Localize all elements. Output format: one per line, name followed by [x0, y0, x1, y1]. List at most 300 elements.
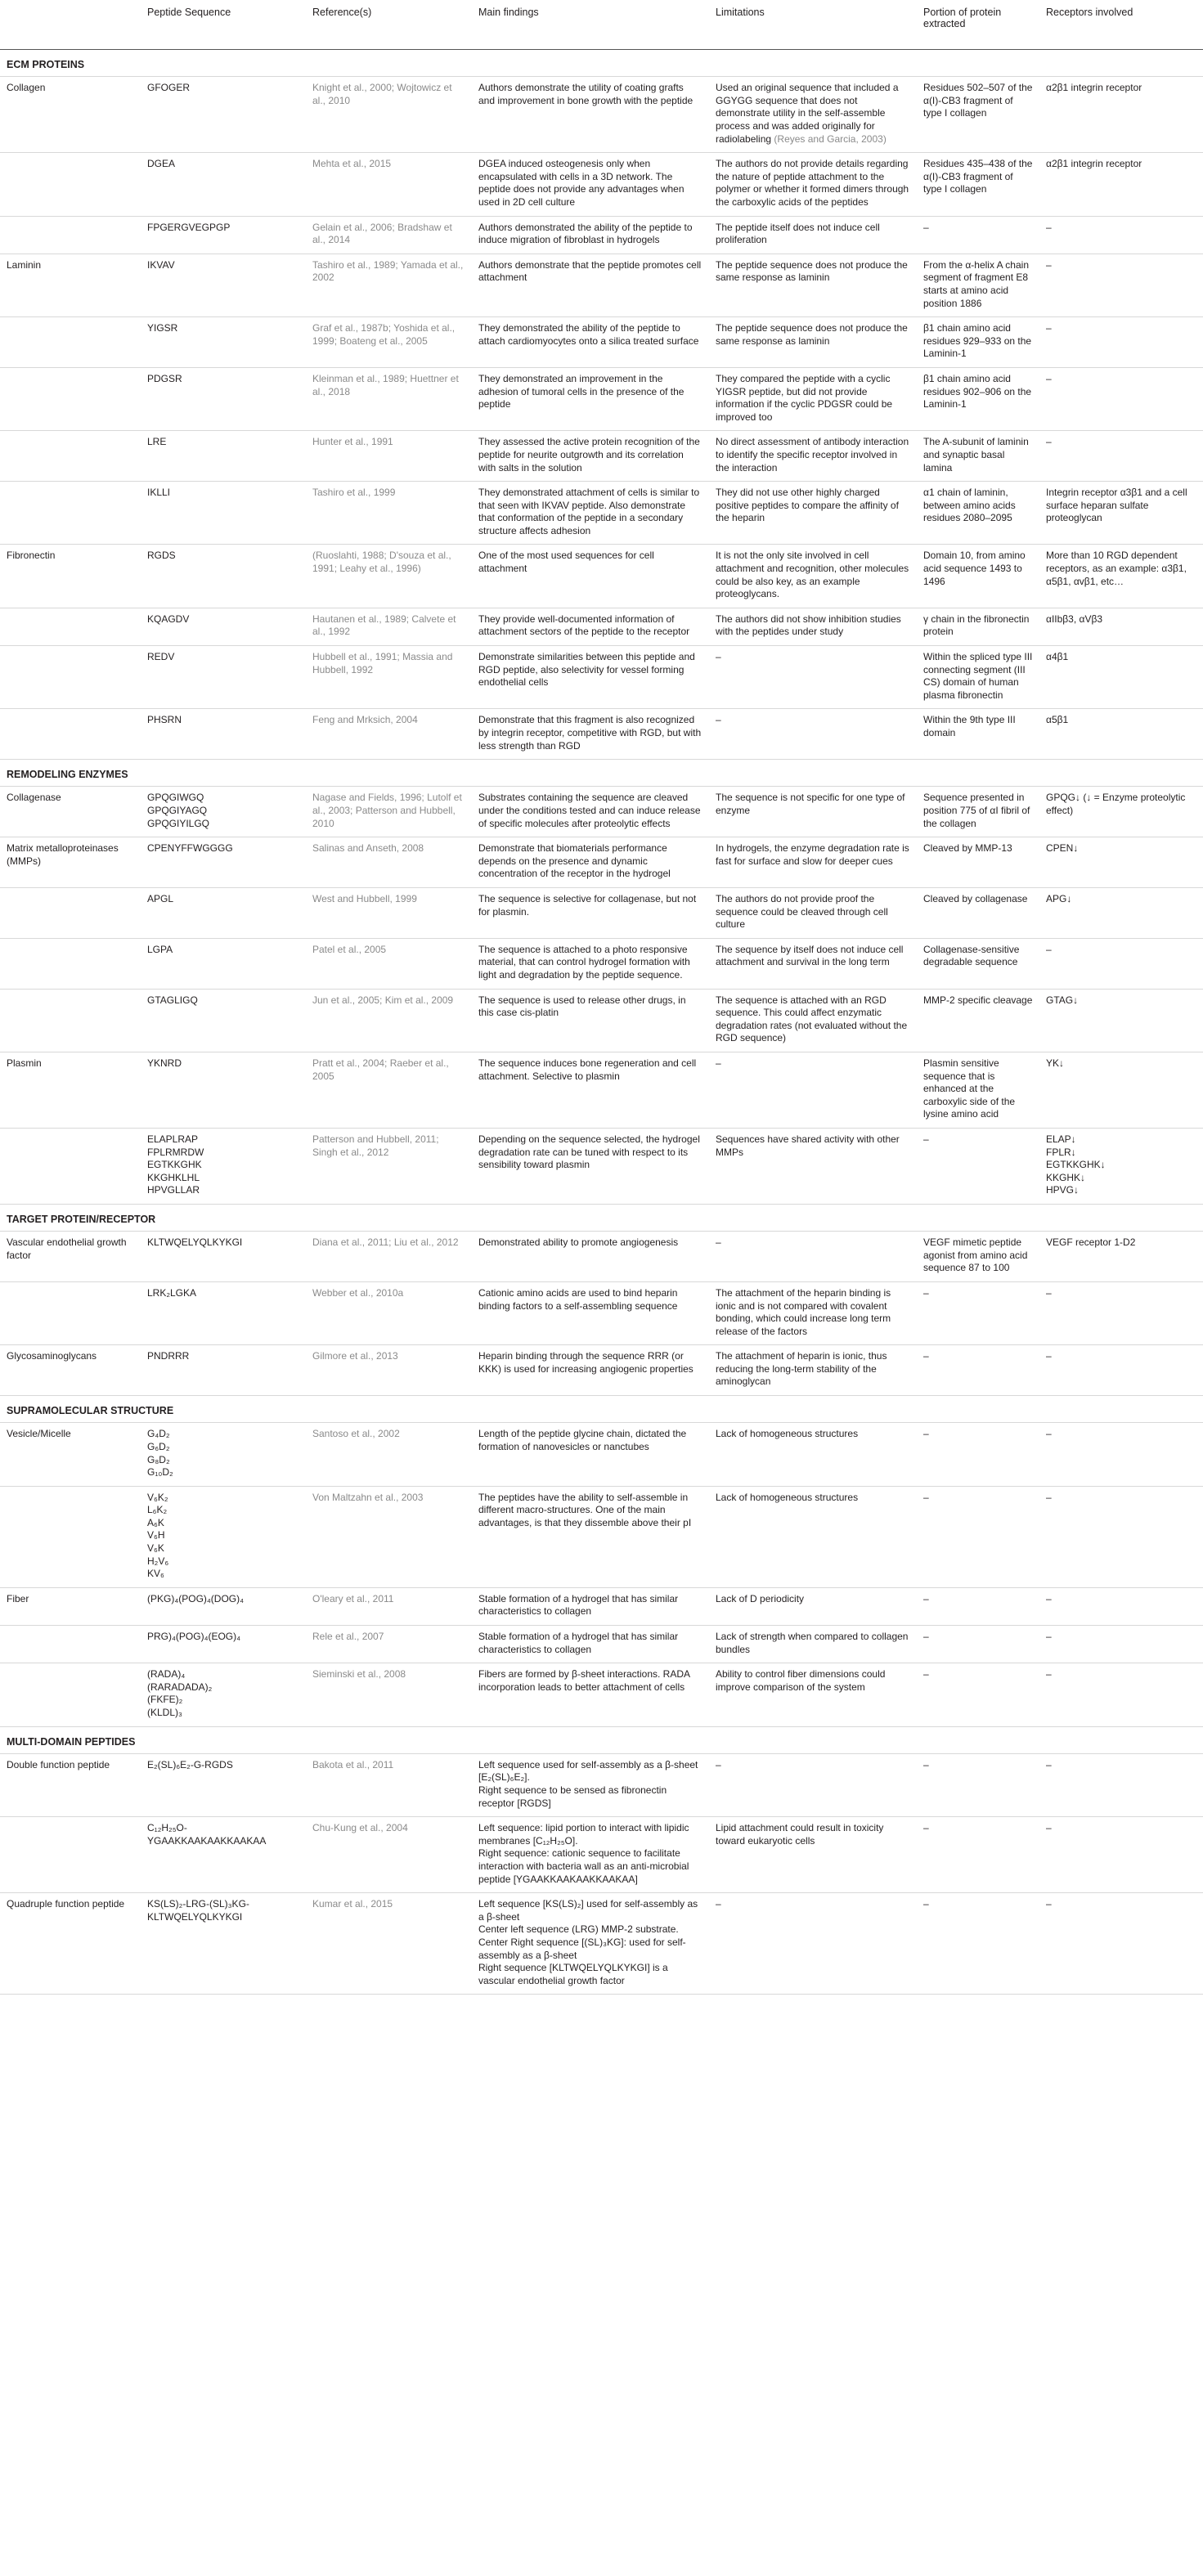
sequence-line: GPQGIYAGQ — [147, 805, 208, 817]
header-main-findings: Main findings — [472, 0, 709, 50]
sequence-line: KV₆ — [147, 1568, 164, 1580]
cell-reference: (Ruoslahti, 1988; D'souza et al., 1991; Leahy et al., 1996) — [306, 545, 472, 608]
limitations-text: Lack of strength when compared to collagen bundles — [716, 1631, 909, 1655]
cell-peptide-sequence — [141, 1753, 306, 1816]
cell-main-findings: Stable formation of a hydrogel that has similar characteristics to collagen — [472, 1626, 709, 1663]
table-row — [0, 1587, 1203, 1625]
cell-main-findings: Stable formation of a hydrogel that has similar characteristics to collagen — [472, 1587, 709, 1625]
limitations-text: Lack of D periodicity — [716, 1592, 805, 1604]
cell-category — [0, 1626, 141, 1663]
cell-reference: Gilmore et al., 2013 — [306, 1345, 472, 1396]
cell-limitations — [709, 646, 917, 709]
cell-limitations — [709, 1893, 917, 1995]
cell-limitations — [709, 216, 917, 254]
cell-limitations — [709, 1232, 917, 1282]
sequence-line: GTAGLIGQ — [147, 994, 198, 1006]
sequence-line: G₆D₂ — [147, 1440, 170, 1452]
limitations-text: The authors do not provide details regarding the nature of peptide attachment to the polymer or whether it formed dimers through the carboxylic acids of the peptides — [716, 158, 909, 208]
limitations-text: The sequence is attached with an RGD sequence. This could affect enzymatic degradation rates (not evaluated without the RGD sequence) — [716, 994, 908, 1044]
limitations-text: – — [716, 714, 721, 726]
cell-receptors: – — [1039, 1817, 1203, 1893]
limitations-text: They did not use other highly charged positive peptides to compare the affinity of the heparin — [716, 487, 899, 524]
cell-reference: Patterson and Hubbell, 2011; Singh et al., 2012 — [306, 1128, 472, 1204]
sequence-line: PRG)₄(POG)₄(EOG)₄ — [147, 1631, 241, 1643]
sequence-line: LGPA — [147, 943, 173, 955]
cell-main-findings: Cationic amino acids are used to bind heparin binding factors to a self-assembling sequence — [472, 1281, 709, 1344]
cell-peptide-sequence — [141, 888, 306, 939]
section-title: TARGET PROTEIN/RECEPTOR — [0, 1204, 1203, 1231]
cell-receptors: α2β1 integrin receptor — [1039, 153, 1203, 216]
sequence-line: V₆H — [147, 1529, 165, 1542]
cell-main-findings: Substrates containing the sequence are cleaved under the conditions tested and can induce release of specific molecules after proteolytic effects — [472, 787, 709, 837]
cell-receptors: – — [1039, 254, 1203, 316]
cell-receptors: APG↓ — [1039, 888, 1203, 939]
cell-limitations — [709, 254, 917, 316]
cell-main-findings: DGEA induced osteogenesis only when encapsulated with cells in a 3D network. The peptide does not provide any advantages when used in 2D cell culture — [472, 153, 709, 216]
cell-receptors: αIIbβ3, αVβ3 — [1039, 608, 1203, 645]
cell-main-findings: The peptides have the ability to self-assemble in different macro-structures. One of the main advantages, is that they dissemble above their pI — [472, 1486, 709, 1587]
sequence-line: YKNRD — [147, 1057, 182, 1069]
cell-reference: Tashiro et al., 1989; Yamada et al., 2002 — [306, 254, 472, 316]
section-header-row — [0, 760, 1203, 787]
limitations-text: The peptide sequence does not produce the same response as laminin — [716, 258, 908, 284]
cell-peptide-sequence — [141, 431, 306, 482]
cell-main-findings: Demonstrate similarities between this peptide and RGD peptide, also selectivity for vessel forming endothelial cells — [472, 646, 709, 709]
cell-receptors: – — [1039, 1345, 1203, 1396]
cell-limitations — [709, 709, 917, 760]
sequence-line: PHSRN — [147, 714, 182, 726]
sequence-line: (RADA)₄ — [147, 1668, 186, 1681]
table-row — [0, 77, 1203, 153]
cell-peptide-sequence — [141, 482, 306, 545]
cell-reference: Mehta et al., 2015 — [306, 153, 472, 216]
cell-receptors: – — [1039, 1893, 1203, 1995]
cell-limitations — [709, 1128, 917, 1204]
sequence-line: GPQGIYILGQ — [147, 817, 210, 829]
table-row — [0, 216, 1203, 254]
cell-limitations — [709, 938, 917, 989]
cell-main-findings: Authors demonstrated the ability of the peptide to induce migration of fibroblast in hydrogels — [472, 216, 709, 254]
cell-category — [0, 1817, 141, 1893]
cell-peptide-sequence — [141, 709, 306, 760]
sequence-line: H₂V₆ — [147, 1555, 169, 1567]
cell-category — [0, 608, 141, 645]
cell-reference: Von Maltzahn et al., 2003 — [306, 1486, 472, 1587]
cell-reference: Knight et al., 2000; Wojtowicz et al., 2010 — [306, 77, 472, 153]
cell-portion-extracted: Collagenase-sensitive degradable sequence — [917, 938, 1039, 989]
table-row — [0, 1486, 1203, 1587]
header-receptors: Receptors involved — [1039, 0, 1203, 50]
cell-reference: Webber et al., 2010a — [306, 1281, 472, 1344]
section-header-row — [0, 50, 1203, 77]
cell-limitations — [709, 1753, 917, 1816]
cell-limitations — [709, 1486, 917, 1587]
table-body — [0, 50, 1203, 1995]
cell-main-findings: They provide well-documented information of attachment sectors of the peptide to the receptor — [472, 608, 709, 645]
cell-receptors: α2β1 integrin receptor — [1039, 77, 1203, 153]
limitations-text: The peptide itself does not induce cell proliferation — [716, 221, 880, 246]
cell-receptors: – — [1039, 1626, 1203, 1663]
cell-reference: Tashiro et al., 1999 — [306, 482, 472, 545]
limitations-text: Sequences have shared activity with other MMPs — [716, 1133, 900, 1158]
cell-portion-extracted: VEGF mimetic peptide agonist from amino acid sequence 87 to 100 — [917, 1232, 1039, 1282]
sequence-line: (PKG)₄(POG)₄(DOG)₄ — [147, 1592, 245, 1604]
cell-main-findings: Left sequence used for self-assembly as a β-sheet [E₂(SL)₆E₂]. Right sequence to be sensed as fibronectin receptor [RGDS] — [472, 1753, 709, 1816]
cell-main-findings: They demonstrated attachment of cells is similar to that seen with IKVAV peptide. Also demonstrate that conformation of the peptide in a secondary structure affects adhesion — [472, 482, 709, 545]
limitations-text: Lack of homogeneous structures — [716, 1491, 859, 1503]
cell-portion-extracted: – — [917, 216, 1039, 254]
table-row — [0, 1626, 1203, 1663]
cell-category: Matrix metalloproteinases (MMPs) — [0, 837, 141, 888]
cell-limitations — [709, 1052, 917, 1128]
sequence-line: G₈D₂ — [147, 1453, 170, 1465]
table-row — [0, 1663, 1203, 1726]
cell-limitations — [709, 153, 917, 216]
cell-main-findings: Depending on the sequence selected, the hydrogel degradation rate can be tuned with respect to its sensibility toward plasmin — [472, 1128, 709, 1204]
sequence-line: KKGHKLHL — [147, 1171, 200, 1183]
sequence-line: E₂(SL)₆E₂-G-RGDS — [147, 1758, 233, 1770]
cell-main-findings: Demonstrate that this fragment is also recognized by integrin receptor, competitive with RGD, but with less strength than RGD — [472, 709, 709, 760]
cell-main-findings: They demonstrated an improvement in the adhesion of tumoral cells in the presence of the peptide — [472, 367, 709, 430]
cell-limitations — [709, 1626, 917, 1663]
cell-peptide-sequence — [141, 77, 306, 153]
cell-main-findings: Fibers are formed by β-sheet interactions. RADA incorporation leads to better attachment of cells — [472, 1663, 709, 1726]
table-row — [0, 317, 1203, 368]
cell-receptors: CPEN↓ — [1039, 837, 1203, 888]
table-row — [0, 1817, 1203, 1893]
cell-receptors: YK↓ — [1039, 1052, 1203, 1128]
sequence-line: GPQGIWGQ — [147, 792, 204, 804]
cell-category — [0, 888, 141, 939]
cell-category — [0, 1486, 141, 1587]
cell-category — [0, 153, 141, 216]
cell-main-findings: Left sequence [KS(LS)₂] used for self-assembly as a β-sheet Center left sequence (LRG) MMP-2 substrate. Center Right sequence [(SL)₃KG]: used for self-assembly as a β-sheet Right sequence [KLTWQELYQLKYKGI] is a vascular endothelial growth factor — [472, 1893, 709, 1995]
cell-peptide-sequence — [141, 646, 306, 709]
cell-limitations — [709, 888, 917, 939]
cell-receptors: – — [1039, 367, 1203, 430]
limitations-text: – — [716, 651, 721, 663]
cell-receptors: Integrin receptor α3β1 and a cell surface heparan sulfate proteoglycan — [1039, 482, 1203, 545]
sequence-line: (FKFE)₂ — [147, 1694, 183, 1706]
table-row — [0, 1423, 1203, 1486]
cell-peptide-sequence — [141, 545, 306, 608]
cell-reference: Graf et al., 1987b; Yoshida et al., 1999; Boateng et al., 2005 — [306, 317, 472, 368]
cell-category — [0, 646, 141, 709]
sequence-line: FPGERGVEGPGP — [147, 221, 231, 233]
sequence-line: V₆K — [147, 1542, 164, 1555]
cell-limitations — [709, 837, 917, 888]
cell-portion-extracted: Cleaved by collagenase — [917, 888, 1039, 939]
cell-category — [0, 989, 141, 1052]
sequence-line: ELAPLRAP — [147, 1133, 199, 1145]
cell-portion-extracted: – — [917, 1817, 1039, 1893]
cell-category — [0, 709, 141, 760]
cell-peptide-sequence — [141, 1626, 306, 1663]
cell-main-findings: They demonstrated the ability of the peptide to attach cardiomyocytes onto a silica treated surface — [472, 317, 709, 368]
cell-reference: O'leary et al., 2011 — [306, 1587, 472, 1625]
section-header-row — [0, 1204, 1203, 1231]
cell-category — [0, 216, 141, 254]
cell-receptors: GTAG↓ — [1039, 989, 1203, 1052]
table-row — [0, 608, 1203, 645]
limitations-text: The authors do not provide proof the sequence could be cleaved through cell culture — [716, 893, 888, 931]
cell-limitations — [709, 431, 917, 482]
cell-reference: Gelain et al., 2006; Bradshaw et al., 2014 — [306, 216, 472, 254]
cell-category: Collagenase — [0, 787, 141, 837]
table-row — [0, 1052, 1203, 1128]
cell-receptors: GPQG↓ (↓ = Enzyme proteolytic effect) — [1039, 787, 1203, 837]
table-row — [0, 1281, 1203, 1344]
sequence-line: FPLRMRDW — [147, 1146, 204, 1158]
table-row — [0, 153, 1203, 216]
cell-receptors: VEGF receptor 1-D2 — [1039, 1232, 1203, 1282]
table-row — [0, 254, 1203, 316]
table-row — [0, 1753, 1203, 1816]
cell-peptide-sequence — [141, 1281, 306, 1344]
cell-reference: Santoso et al., 2002 — [306, 1423, 472, 1486]
table-row — [0, 1893, 1203, 1995]
cell-portion-extracted: MMP-2 specific cleavage — [917, 989, 1039, 1052]
sequence-line: A₆K — [147, 1516, 164, 1528]
sequence-line: KQAGDV — [147, 613, 190, 625]
sequence-line: DGEA — [147, 158, 176, 170]
cell-category: Plasmin — [0, 1052, 141, 1128]
cell-reference: Jun et al., 2005; Kim et al., 2009 — [306, 989, 472, 1052]
cell-portion-extracted: – — [917, 1128, 1039, 1204]
cell-receptors: ELAP↓ FPLR↓ EGTKKGHK↓ KKGHK↓ HPVG↓ — [1039, 1128, 1203, 1204]
cell-peptide-sequence — [141, 1423, 306, 1486]
cell-reference: Salinas and Anseth, 2008 — [306, 837, 472, 888]
cell-main-findings: The sequence is selective for collagenase, but not for plasmin. — [472, 888, 709, 939]
cell-peptide-sequence — [141, 1817, 306, 1893]
limitations-text: The attachment of the heparin binding is ionic and is not compared with covalent bonding, which could increase long term release of the factors — [716, 1286, 891, 1337]
cell-receptors: – — [1039, 1663, 1203, 1726]
limitations-text: – — [716, 1758, 721, 1770]
limitations-text: No direct assessment of antibody interaction to identify the specific receptor involved in the interaction — [716, 436, 909, 473]
header-category — [0, 0, 141, 50]
section-title: MULTI-DOMAIN PEPTIDES — [0, 1726, 1203, 1753]
cell-limitations — [709, 317, 917, 368]
cell-peptide-sequence — [141, 254, 306, 316]
sequence-line: LRK₂LGKA — [147, 1286, 197, 1299]
limitations-text: The sequence by itself does not induce cell attachment and survival in the long term — [716, 943, 904, 968]
limitations-text: – — [716, 1236, 721, 1249]
sequence-line: G₄D₂ — [147, 1428, 170, 1440]
cell-peptide-sequence — [141, 837, 306, 888]
cell-reference: Patel et al., 2005 — [306, 938, 472, 989]
sequence-line: C₁₂H₂₅O- — [147, 1822, 187, 1834]
cell-peptide-sequence — [141, 1893, 306, 1995]
cell-portion-extracted: – — [917, 1345, 1039, 1396]
section-header-row — [0, 1396, 1203, 1423]
header-references: Reference(s) — [306, 0, 472, 50]
cell-limitations — [709, 1817, 917, 1893]
cell-peptide-sequence — [141, 1052, 306, 1128]
cell-main-findings: Heparin binding through the sequence RRR (or KKK) is used for increasing angiogenic properties — [472, 1345, 709, 1396]
cell-portion-extracted: Domain 10, from amino acid sequence 1493 to 1496 — [917, 545, 1039, 608]
cell-reference: Feng and Mrksich, 2004 — [306, 709, 472, 760]
cell-category: Fiber — [0, 1587, 141, 1625]
cell-portion-extracted: – — [917, 1893, 1039, 1995]
cell-portion-extracted: The A-subunit of laminin and synaptic basal lamina — [917, 431, 1039, 482]
table-row — [0, 938, 1203, 989]
cell-main-findings: Length of the peptide glycine chain, dictated the formation of nanovesicles or nanctubes — [472, 1423, 709, 1486]
cell-limitations — [709, 1345, 917, 1396]
sequence-line: YGAAKKAAKAAKKAAKAA — [147, 1834, 267, 1847]
cell-peptide-sequence — [141, 153, 306, 216]
cell-limitations — [709, 989, 917, 1052]
cell-receptors: – — [1039, 1753, 1203, 1816]
cell-limitations — [709, 367, 917, 430]
cell-receptors: α5β1 — [1039, 709, 1203, 760]
limitations-text: The sequence is not specific for one type of enzyme — [716, 792, 905, 817]
cell-main-findings: Authors demonstrate that the peptide promotes cell attachment — [472, 254, 709, 316]
cell-category — [0, 317, 141, 368]
sequence-line: KS(LS)₂-LRG-(SL)₃KG- — [147, 1898, 249, 1910]
cell-peptide-sequence — [141, 1345, 306, 1396]
cell-category: Quadruple function peptide — [0, 1893, 141, 1995]
cell-peptide-sequence — [141, 1587, 306, 1625]
sequence-line: V₆K₂ — [147, 1491, 168, 1503]
cell-reference: Hubbell et al., 1991; Massia and Hubbell, 1992 — [306, 646, 472, 709]
cell-limitations — [709, 608, 917, 645]
cell-peptide-sequence — [141, 608, 306, 645]
cell-peptide-sequence — [141, 787, 306, 837]
section-header-row — [0, 1726, 1203, 1753]
cell-main-findings: They assessed the active protein recognition of the peptide for neurite outgrowth and its correlation with salts in the solution — [472, 431, 709, 482]
table-row — [0, 989, 1203, 1052]
table-row — [0, 787, 1203, 837]
cell-portion-extracted: β1 chain amino acid residues 929–933 on the Laminin-1 — [917, 317, 1039, 368]
table-row — [0, 482, 1203, 545]
cell-reference: Diana et al., 2011; Liu et al., 2012 — [306, 1232, 472, 1282]
cell-main-findings: Left sequence: lipid portion to interact with lipidic membranes [C₁₂H₂₅O]. Right sequence: cationic sequence to facilitate interaction with bacteria wall as an anti-microbial peptide [YGAAKKAAKAAKKAAKAA] — [472, 1817, 709, 1893]
limitations-text: The authors did not show inhibition studies with the peptides under study — [716, 613, 901, 638]
limitations-reference: (Reyes and Garcia, 2003) — [774, 132, 887, 145]
cell-receptors: – — [1039, 1423, 1203, 1486]
cell-limitations — [709, 1423, 917, 1486]
cell-peptide-sequence — [141, 1128, 306, 1204]
cell-receptors: – — [1039, 938, 1203, 989]
cell-category — [0, 431, 141, 482]
cell-peptide-sequence — [141, 216, 306, 254]
cell-main-findings: The sequence is attached to a photo responsive material, that can control hydrogel formation with light and degradation by the peptide sequence. — [472, 938, 709, 989]
cell-reference: Pratt et al., 2004; Raeber et al., 2005 — [306, 1052, 472, 1128]
cell-category — [0, 482, 141, 545]
cell-receptors: – — [1039, 216, 1203, 254]
cell-category: Vesicle/Micelle — [0, 1423, 141, 1486]
cell-main-findings: Demonstrate that biomaterials performance depends on the presence and dynamic concentration of the receptor in the hydrogel — [472, 837, 709, 888]
sequence-line: IKLLI — [147, 487, 171, 499]
cell-limitations — [709, 482, 917, 545]
cell-portion-extracted: From the α-helix A chain segment of fragment E8 starts at amino acid position 1886 — [917, 254, 1039, 316]
limitations-text: – — [716, 1898, 721, 1910]
limitations-text: They compared the peptide with a cyclic YIGSR peptide, but did not provide information if the cyclic PDGSR could be improved too — [716, 372, 893, 423]
cell-limitations — [709, 1587, 917, 1625]
sequence-line: L₆K₂ — [147, 1504, 168, 1516]
sequence-line: IKVAV — [147, 258, 175, 271]
sequence-line: RGDS — [147, 550, 176, 562]
cell-main-findings: The sequence induces bone regeneration and cell attachment. Selective to plasmin — [472, 1052, 709, 1128]
sequence-line: (KLDL)₃ — [147, 1707, 182, 1718]
limitations-text: Lipid attachment could result in toxicity toward eukaryotic cells — [716, 1822, 884, 1847]
cell-category: Collagen — [0, 77, 141, 153]
cell-portion-extracted: – — [917, 1587, 1039, 1625]
cell-limitations — [709, 1663, 917, 1726]
cell-main-findings: Demonstrated ability to promote angiogenesis — [472, 1232, 709, 1282]
cell-peptide-sequence — [141, 367, 306, 430]
cell-peptide-sequence — [141, 317, 306, 368]
cell-reference: Rele et al., 2007 — [306, 1626, 472, 1663]
cell-portion-extracted: – — [917, 1626, 1039, 1663]
cell-receptors: α4β1 — [1039, 646, 1203, 709]
cell-receptors: – — [1039, 317, 1203, 368]
cell-portion-extracted: Sequence presented in position 775 of αI fibril of the collagen — [917, 787, 1039, 837]
table-row — [0, 367, 1203, 430]
cell-receptors: – — [1039, 1587, 1203, 1625]
cell-reference: Kleinman et al., 1989; Huettner et al., 2018 — [306, 367, 472, 430]
limitations-text: – — [716, 1057, 721, 1069]
cell-category — [0, 367, 141, 430]
cell-portion-extracted: – — [917, 1486, 1039, 1587]
cell-receptors: – — [1039, 431, 1203, 482]
sequence-line: GFOGER — [147, 82, 191, 94]
table-row — [0, 837, 1203, 888]
sequence-line: EGTKKGHK — [147, 1159, 202, 1171]
cell-peptide-sequence — [141, 938, 306, 989]
cell-receptors: More than 10 RGD dependent receptors, as an example: α3β1, α5β1, αvβ1, etc… — [1039, 545, 1203, 608]
sequence-line: APGL — [147, 893, 174, 904]
sequence-line: (RARADADA)₂ — [147, 1681, 213, 1693]
header-row — [0, 0, 1203, 50]
header-portion-extracted: Portion of protein extracted — [917, 0, 1039, 50]
cell-peptide-sequence — [141, 1232, 306, 1282]
table-row — [0, 1345, 1203, 1396]
cell-limitations — [709, 77, 917, 153]
cell-limitations — [709, 1281, 917, 1344]
cell-portion-extracted: – — [917, 1423, 1039, 1486]
cell-reference: Sieminski et al., 2008 — [306, 1663, 472, 1726]
cell-category — [0, 1281, 141, 1344]
table-row — [0, 888, 1203, 939]
cell-reference: West and Hubbell, 1999 — [306, 888, 472, 939]
cell-reference: Kumar et al., 2015 — [306, 1893, 472, 1995]
cell-reference: Hautanen et al., 1989; Calvete et al., 1992 — [306, 608, 472, 645]
cell-receptors: – — [1039, 1281, 1203, 1344]
limitations-text: It is not the only site involved in cell attachment and recognition, other molecules could be also key, as an example proteoglycans. — [716, 550, 909, 600]
cell-portion-extracted: Residues 502–507 of the α(I)-CB3 fragment of type I collagen — [917, 77, 1039, 153]
cell-portion-extracted: – — [917, 1281, 1039, 1344]
section-title: REMODELING ENZYMES — [0, 760, 1203, 787]
header-limitations: Limitations — [709, 0, 917, 50]
sequence-line: YIGSR — [147, 322, 178, 334]
cell-receptors: – — [1039, 1486, 1203, 1587]
cell-portion-extracted: Cleaved by MMP-13 — [917, 837, 1039, 888]
sequence-line: G₁₀D₂ — [147, 1466, 173, 1479]
cell-portion-extracted: – — [917, 1663, 1039, 1726]
table-row — [0, 431, 1203, 482]
section-title: SUPRAMOLECULAR STRUCTURE — [0, 1396, 1203, 1423]
table-row — [0, 646, 1203, 709]
cell-reference: Bakota et al., 2011 — [306, 1753, 472, 1816]
cell-category: Double function peptide — [0, 1753, 141, 1816]
sequence-line: LRE — [147, 436, 167, 448]
sequence-line: PDGSR — [147, 372, 182, 384]
cell-peptide-sequence — [141, 1486, 306, 1587]
limitations-text: In hydrogels, the enzyme degradation rate is fast for surface and slow for deeper cues — [716, 842, 909, 867]
cell-category — [0, 1128, 141, 1204]
sequence-line: CPENYFFWGGGG — [147, 842, 233, 855]
